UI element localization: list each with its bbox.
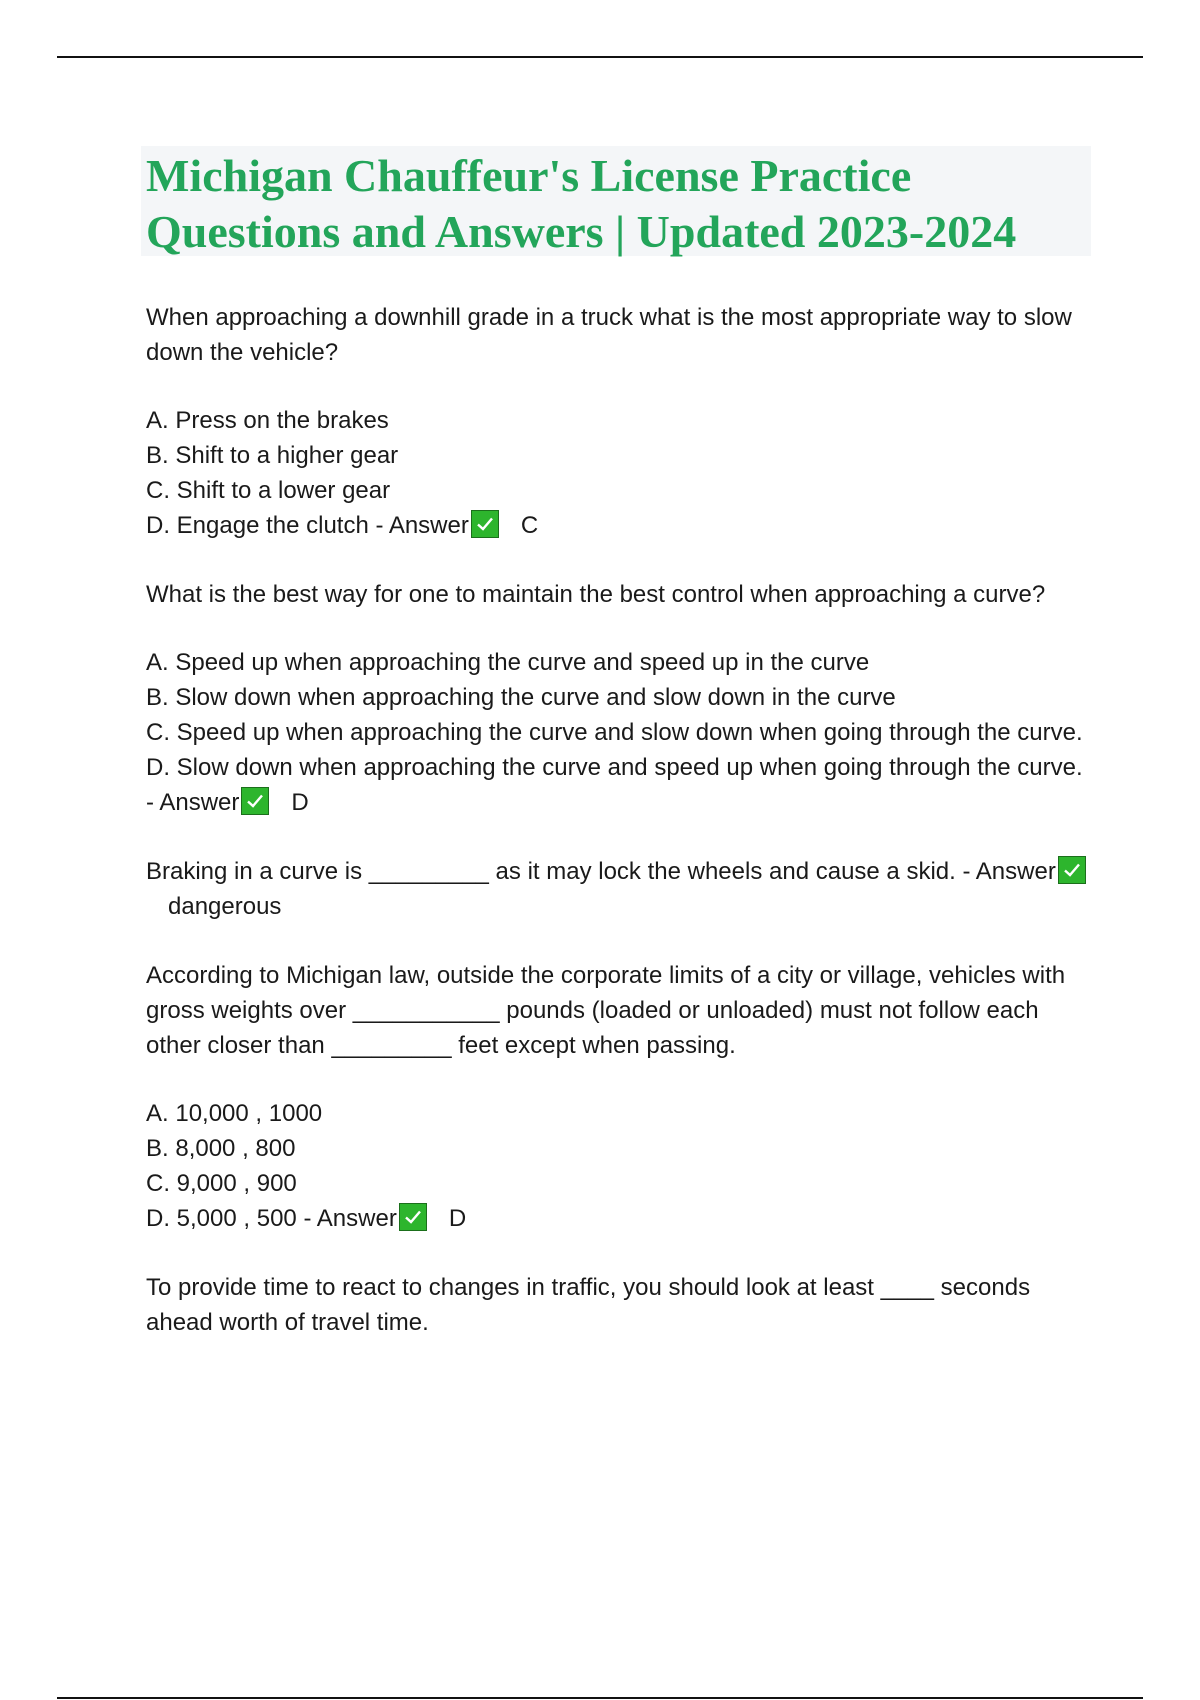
option-item: A. Speed up when approaching the curve and speed up in the curve bbox=[146, 649, 870, 676]
option-item: D. Engage the clutch - Answer bbox=[146, 512, 469, 539]
question-text: To provide time to react to changes in traffic, you should look at least ____ seconds ahead worth of travel time. bbox=[146, 1274, 1031, 1336]
option-item: A. 10,000 , 1000 bbox=[146, 1100, 323, 1127]
checkmark-icon bbox=[241, 787, 269, 815]
answer-option bbox=[146, 508, 1096, 543]
checkmark-icon bbox=[471, 510, 499, 538]
option-item: D. Slow down when approaching the curve and speed up when going through the curve. - Answer bbox=[146, 754, 1083, 816]
option-item: C. Speed up when approaching the curve and slow down when going through the curve. bbox=[146, 719, 1083, 746]
options-list bbox=[146, 1096, 1096, 1236]
document-body bbox=[146, 300, 1096, 1374]
question-block-3 bbox=[146, 854, 1096, 924]
top-rule bbox=[57, 56, 1143, 58]
bottom-rule bbox=[57, 1697, 1143, 1699]
answer-option bbox=[146, 854, 1096, 924]
option-item: B. 8,000 , 800 bbox=[146, 1135, 296, 1162]
question-text: What is the best way for one to maintain the best control when approaching a curve? bbox=[146, 581, 1046, 608]
checkmark-icon bbox=[399, 1203, 427, 1231]
answer-value: dangerous bbox=[168, 893, 282, 920]
option-item: C. 9,000 , 900 bbox=[146, 1170, 297, 1197]
question-text: Braking in a curve is _________ as it may lock the wheels and cause a skid. - Answer bbox=[146, 858, 1056, 885]
question-block-5 bbox=[146, 1270, 1096, 1340]
answer-option bbox=[146, 1201, 1096, 1236]
option-item: B. Shift to a higher gear bbox=[146, 442, 399, 469]
question-text: When approaching a downhill grade in a truck what is the most appropriate way to slow down the vehicle? bbox=[146, 304, 1072, 366]
options-list bbox=[146, 645, 1096, 820]
checkmark-icon bbox=[1058, 856, 1086, 884]
answer-value: C bbox=[520, 512, 539, 539]
question-block-2 bbox=[146, 577, 1096, 820]
question-block-4 bbox=[146, 958, 1096, 1236]
document-title: Michigan Chauffeur's License Practice Questions and Answers | Updated 2023-2024 bbox=[146, 150, 1017, 257]
option-item: C. Shift to a lower gear bbox=[146, 477, 391, 504]
option-item: D. 5,000 , 500 - Answer bbox=[146, 1205, 397, 1232]
question-block-1 bbox=[146, 300, 1096, 543]
answer-option bbox=[146, 750, 1096, 820]
option-item: B. Slow down when approaching the curve and slow down in the curve bbox=[146, 684, 896, 711]
answer-value: D bbox=[448, 1205, 467, 1232]
question-text: According to Michigan law, outside the corporate limits of a city or village, vehicles with gross weights over ___________ pounds (loaded or unloaded) must not follow each other closer than _________ feet except when passing. bbox=[146, 962, 1066, 1059]
answer-value: D bbox=[291, 789, 309, 816]
options-list bbox=[146, 403, 1096, 543]
option-item: A. Press on the brakes bbox=[146, 407, 389, 434]
